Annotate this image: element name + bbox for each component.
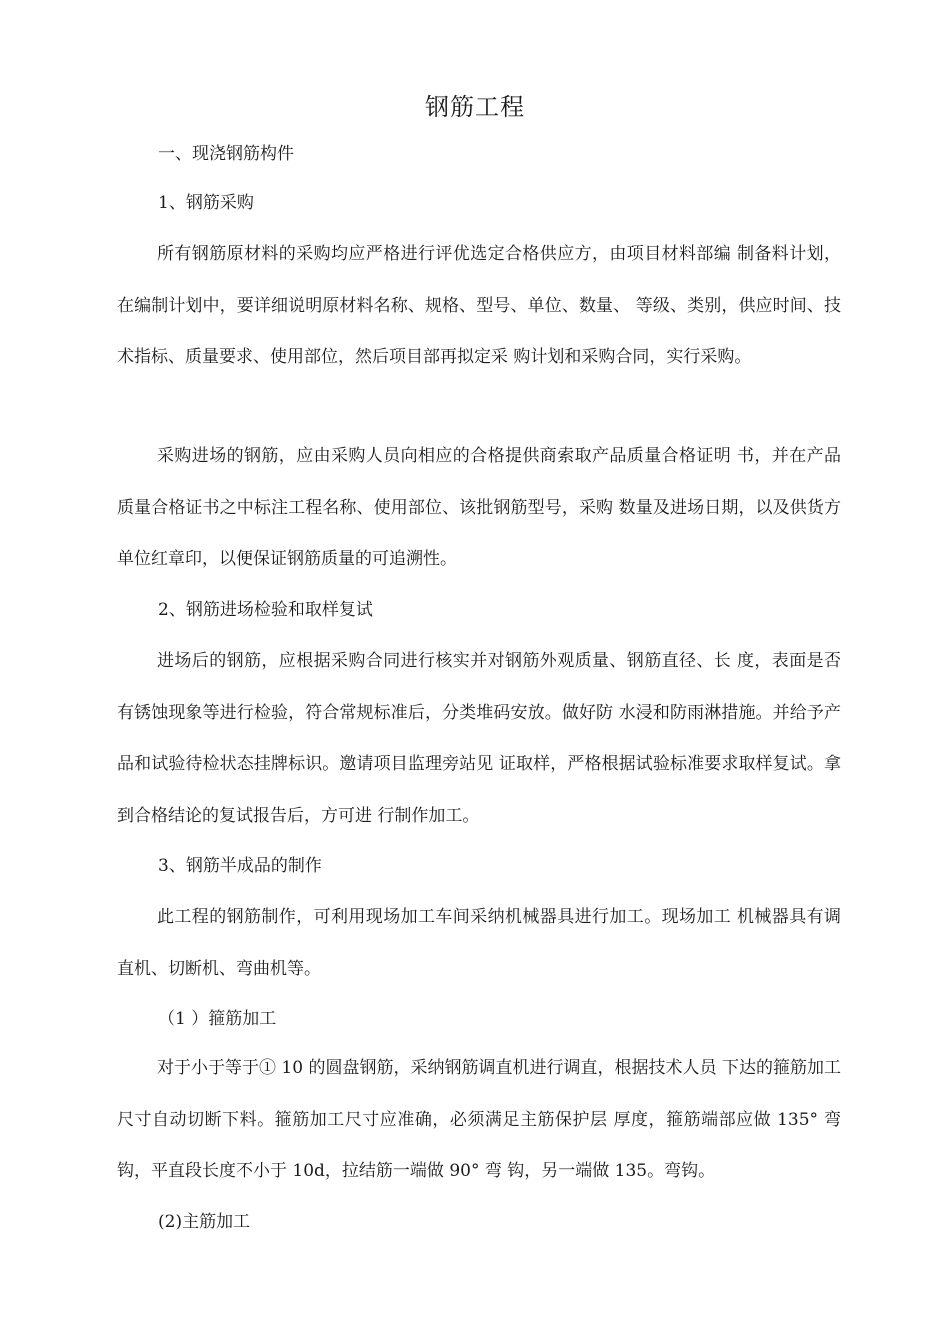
subsection-heading-purchase: 1、钢筋采购 [158,193,254,213]
paragraph-purchase-plan: 所有钢筋原材料的采购均应严格进行评优选定合格供应方，由项目材料部编 制备料计划，在编制计划中，要详细说明原材料名称、规格、型号、单位、数量、 等级、类别，供应时间、技术指标、质量要求、使用部位，然后项目部再拟定采 购计划和采购合同，实行采购。 [117,244,841,367]
section-heading: 一、现浇钢筋构件 [158,144,294,164]
item-heading-main-bar: (2)主筋加工 [158,1212,251,1232]
subsection-heading-fabrication: 3、钢筋半成品的制作 [158,856,322,876]
subsection-heading-inspection: 2、钢筋进场检验和取样复试 [158,600,373,620]
page-title: 钢筋工程 [425,93,525,121]
paragraph-fabrication: 此工程的钢筋制作，可利用现场加工车间采纳机械器具进行加工。现场加工 机械器具有调直机、切断机、弯曲机等。 [117,907,841,979]
paragraph-purchase-certificate: 采购进场的钢筋，应由采购人员向相应的合格提供商索取产品质量合格证明 书，并在产品质量合格证书之中标注工程名称、使用部位、该批钢筋型号，采购 数量及进场日期，以及供货方单位红章印，以便保证钢筋质量的可追溯性。 [117,446,841,569]
paragraph-inspection: 进场后的钢筋，应根据采购合同进行核实并对钢筋外观质量、钢筋直径、长 度，表面是否有锈蚀现象等进行检验，符合常规标准后，分类堆码安放。做好防 水浸和防雨淋措施。并给予产品和试验待检状态挂牌标识。邀请项目监理旁站见 证取样，严格根据试验标准要求取样复试。拿到合格结论的复试报告后，方可进 行制作加工。 [117,651,841,826]
item-heading-stirrup: （1 ）箍筋加工 [158,1009,277,1029]
paragraph-stirrup: 对于小于等于① 10 的圆盘钢筋，采纳钢筋调直机进行调直，根据技术人员 下达的箍筋加工尺寸自动切断下料。箍筋加工尺寸应准确，必须满足主筋保护层 厚度，箍筋端部应做 135° 弯钩，平直段长度不小于 10d，拉结筋一端做 90° 弯 钩，另一端做 135。弯钩。 [117,1058,841,1181]
